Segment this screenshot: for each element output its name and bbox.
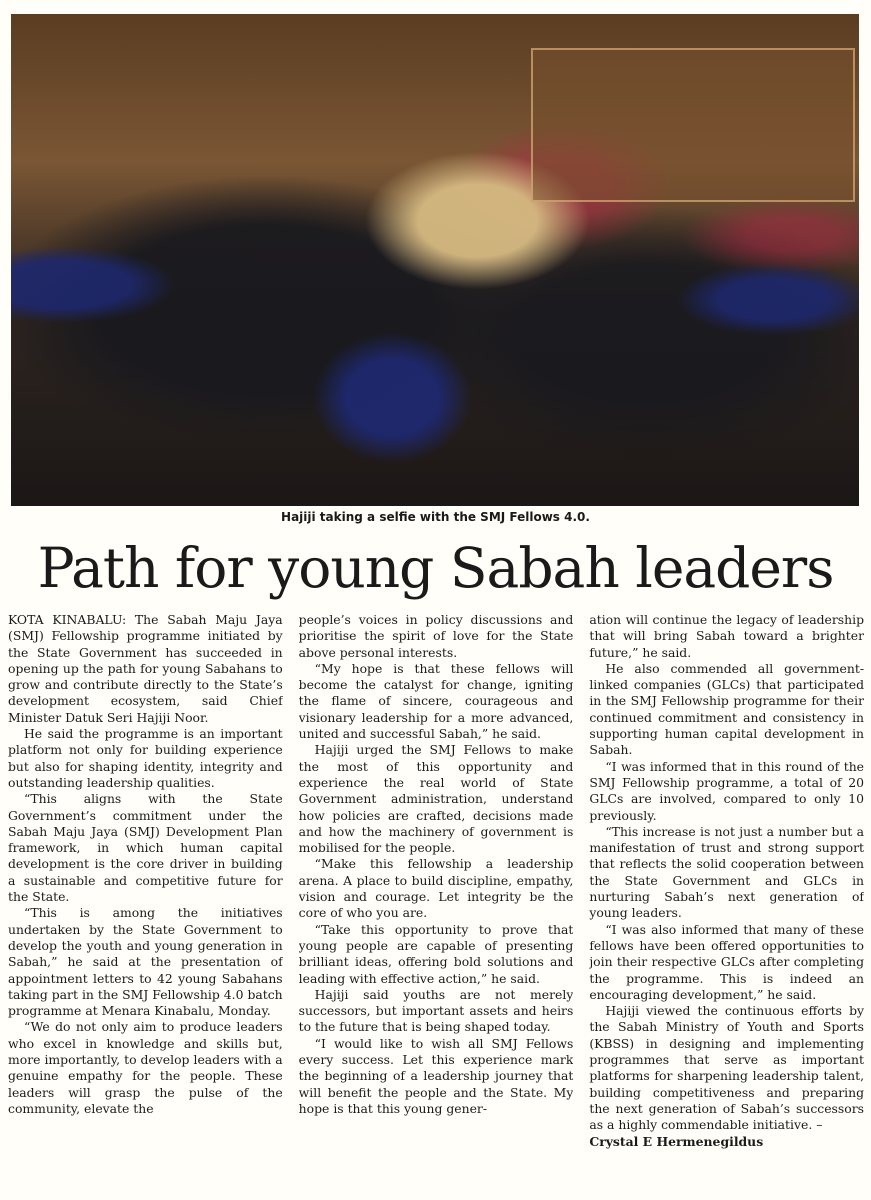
paragraph: people’s voices in policy discussions and prioritise the spirit of love for the State above personal interests. <box>298 612 574 660</box>
paragraph: Hajiji urged the SMJ Fellows to make the most of this opportunity and experience the real world of State Government administration, understand how policies are crafted, decisions made and how the machinery of government is mobilised for the people. <box>298 742 574 856</box>
paragraph: “My hope is that these fellows will become the catalyst for change, igniting the flame of sincere, courageous and visionary leadership for a more advanced, united and successful Sabah,” he said. <box>298 660 574 742</box>
headline: Path for young Sabah leaders <box>37 536 834 600</box>
paragraph: “This is among the initiatives undertaken by the State Government to develop the youth and young generation in Sabah,” he said at the presentation of appointment letters to 42 young Sabahans taking part in the SMJ Fellowship 4.0 batch programme at Menara Kinabalu, Monday. <box>8 905 283 1019</box>
article-body <box>8 612 864 1197</box>
photo-wall-panel <box>531 48 855 202</box>
paragraph: Hajiji viewed the continuous efforts by the Sabah Ministry of Youth and Sports (KBSS) in designing and implementing programmes that serve as important platforms for sharpening leadership talent, building competitiveness and preparing the next generation of Sabah’s successors as a highly commendable initiative. – <box>589 1003 865 1133</box>
paragraph: “This aligns with the State Government’s commitment under the Sabah Maju Jaya (SMJ) Development Plan framework, in which human capital development is the core driver in building a sustainable and competitive future for the State. <box>8 791 283 905</box>
paragraph: “This increase is not just a number but a manifestation of trust and strong support that reflects the solid cooperation between the State Government and GLCs in nurturing Sabah’s next generation of young leaders. <box>589 823 865 921</box>
paragraph: Hajiji said youths are not merely successors, but important assets and heirs to the future that is being shaped today. <box>298 986 574 1035</box>
paragraph: “Take this opportunity to prove that young people are capable of presenting brilliant ideas, offering bold solutions and leading with effective action,” he said. <box>298 921 574 986</box>
photo-caption: Hajiji taking a selfie with the SMJ Fellows 4.0. <box>281 510 590 524</box>
paragraph: “Make this fellowship a leadership arena. A place to build discipline, empathy, vision and courage. Let integrity be the core of who you are. <box>298 856 574 921</box>
paragraph: He said the programme is an important platform not only for building experience but also for shaping identity, integrity and outstanding leadership qualities. <box>8 726 283 790</box>
article-column-3 <box>589 612 864 1197</box>
news-photo <box>11 14 859 506</box>
byline: Crystal E Hermenegildus <box>589 1133 764 1149</box>
paragraph: “We do not only aim to produce leaders who excel in knowledge and skills but, more importantly, to develop leaders with a genuine empathy for the people. These leaders will grasp the pulse of the community, elevate the <box>8 1019 283 1116</box>
paragraph: He also commended all government-linked companies (GLCs) that participated in the SMJ Fellowship programme for their continued commitment and consistency in supporting human capital development in Sabah. <box>589 660 865 758</box>
article-column-2 <box>299 612 574 1197</box>
paragraph: ation will continue the legacy of leadership that will bring Sabah toward a brighter future,” he said. <box>589 612 865 660</box>
article-column-1 <box>8 612 283 1197</box>
paragraph: “I was informed that in this round of the SMJ Fellowship programme, a total of 20 GLCs are involved, compared to only 10 previously. <box>589 758 865 823</box>
paragraph: KOTA KINABALU: The Sabah Maju Jaya (SMJ) Fellowship programme initiated by the State Government has succeeded in opening up the path for young Sabahans to grow and contribute directly to the State’s development ecosystem, said Chief Minister Datuk Seri Hajiji Noor. <box>8 612 283 725</box>
paragraph: “I was also informed that many of these fellows have been offered opportunities to join their respective GLCs after completing the programme. This is indeed an encouraging development,” he said. <box>589 921 865 1002</box>
paragraph: “I would like to wish all SMJ Fellows every success. Let this experience mark the beginning of a leadership journey that will benefit the people and the State. My hope is that this young gener- <box>298 1035 574 1116</box>
